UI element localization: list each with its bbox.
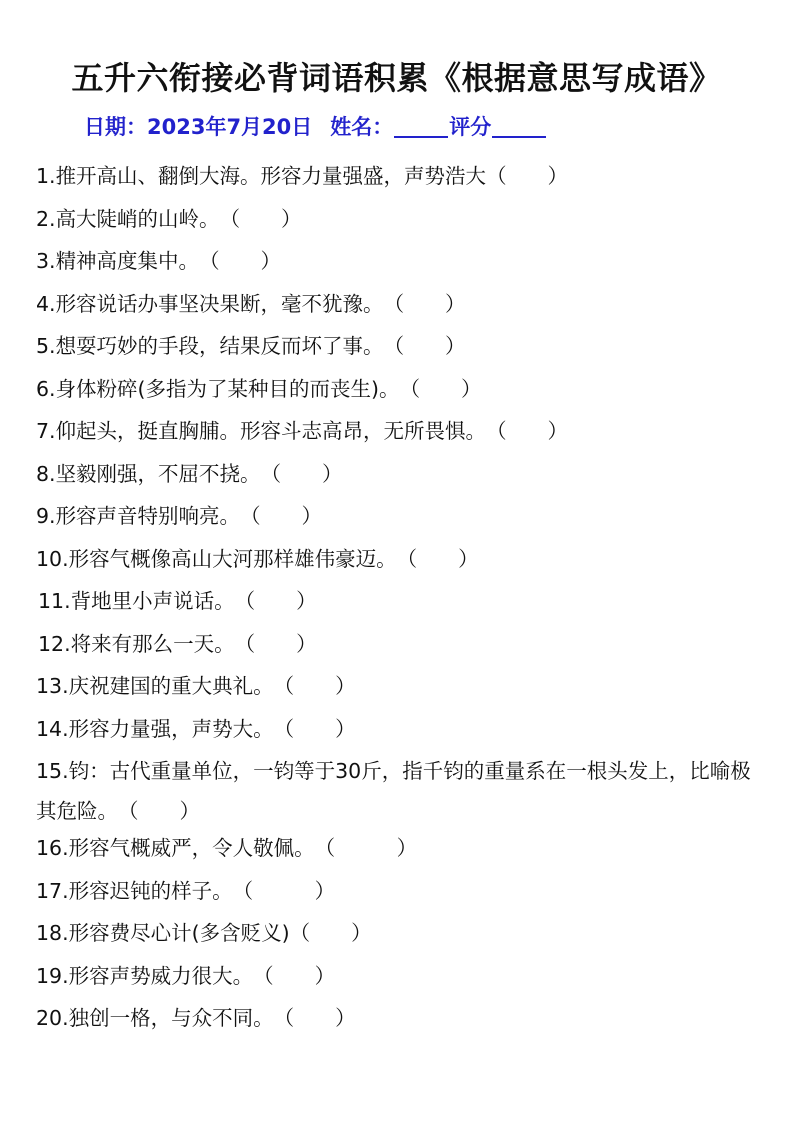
score-blank[interactable]	[492, 136, 546, 138]
question-number: 6.	[36, 376, 56, 401]
question-item	[36, 1004, 766, 1047]
question-text: 形容费尽心计(多含贬义)	[68, 921, 290, 945]
question-number: 17.	[36, 878, 69, 903]
question-item	[36, 545, 766, 588]
question-number: 18.	[36, 921, 69, 945]
answer-blank[interactable]: （ ）	[253, 963, 336, 988]
question-number: 7.	[36, 419, 56, 443]
answer-blank[interactable]: （ ）	[219, 206, 302, 231]
question-text: 仰起头，挺直胸脯。形容斗志高昂，无所畏惧。	[55, 419, 487, 443]
answer-blank[interactable]: （ ）	[240, 504, 323, 528]
question-item	[36, 919, 766, 962]
question-text: 形容声势威力很大。	[68, 963, 254, 988]
question-text: 独创一格，与众不同。	[68, 1006, 274, 1030]
question-item	[36, 672, 766, 715]
question-item	[36, 962, 766, 1005]
answer-blank[interactable]: （ ）	[234, 589, 317, 613]
answer-blank[interactable]: （ ）	[273, 674, 356, 698]
question-number: 11.	[38, 589, 71, 613]
score-label: 评分	[449, 115, 492, 139]
answer-blank[interactable]: （ ）	[399, 376, 482, 401]
question-item	[36, 162, 766, 205]
question-item	[36, 247, 766, 290]
question-text: 形容气概像高山大河那样雄伟豪迈。	[68, 546, 397, 571]
question-item	[36, 375, 766, 418]
question-number: 4.	[36, 291, 56, 316]
answer-blank[interactable]: （ ）	[199, 249, 282, 273]
question-text: 形容气概威严，令人敬佩。	[68, 836, 315, 860]
question-text: 推开高山、翻倒大海。形容力量强盛，声势浩大	[55, 164, 487, 188]
worksheet-meta	[84, 112, 547, 142]
question-item	[36, 460, 766, 503]
question-number: 16.	[36, 836, 69, 860]
answer-blank[interactable]: （ ）	[273, 1006, 356, 1030]
question-number: 15.	[36, 759, 69, 783]
question-text: 形容声音特别响亮。	[55, 504, 241, 528]
answer-blank[interactable]: （ ）	[486, 419, 569, 443]
question-text: 庆祝建国的重大典礼。	[68, 674, 274, 698]
question-number: 9.	[36, 504, 56, 528]
question-text: 形容力量强，声势大。	[68, 716, 274, 741]
answer-blank[interactable]: （ ）	[396, 546, 479, 571]
question-number: 20.	[36, 1006, 69, 1030]
question-item	[36, 751, 766, 831]
question-number: 13.	[36, 674, 69, 698]
question-number: 10.	[36, 546, 69, 571]
question-text: 坚毅刚强，不屈不挠。	[55, 461, 261, 486]
question-text: 形容迟钝的样子。	[68, 878, 233, 903]
answer-blank[interactable]: （ ）	[273, 716, 356, 741]
question-item	[36, 877, 766, 920]
question-text: 形容说话办事坚决果断，毫不犹豫。	[55, 291, 384, 316]
worksheet-title: 五升六衔接必背词语积累《根据意思写成语》	[71, 59, 722, 97]
question-item	[36, 332, 766, 375]
question-text: 想耍巧妙的手段，结果反而坏了事。	[55, 334, 384, 358]
answer-blank[interactable]: （ ）	[289, 921, 372, 945]
question-text: 钧：古代重量单位，一钧等于30斤，指千钧的重量系在一根头发上，比喻极其危险。	[36, 759, 751, 823]
question-number: 1.	[36, 164, 56, 188]
question-text: 高大陡峭的山岭。	[55, 206, 220, 231]
question-number: 8.	[36, 461, 56, 486]
question-text: 精神高度集中。	[55, 249, 200, 273]
answer-blank[interactable]: （ ）	[383, 291, 466, 316]
question-item	[36, 417, 766, 460]
question-item	[36, 834, 766, 877]
question-item	[36, 630, 766, 673]
question-number: 3.	[36, 249, 56, 273]
answer-blank[interactable]: （ ）	[314, 836, 418, 860]
question-text: 背地里小声说话。	[70, 589, 235, 613]
question-number: 19.	[36, 963, 69, 988]
question-list	[36, 162, 766, 1047]
question-text: 身体粉碎(多指为了某种目的而丧生)。	[55, 376, 400, 401]
question-item	[36, 587, 766, 630]
answer-blank[interactable]: （ ）	[486, 164, 569, 188]
answer-blank[interactable]: （ ）	[118, 799, 200, 823]
question-number: 2.	[36, 206, 56, 231]
date-label: 日期：2023年7月20日	[84, 115, 313, 139]
question-number: 14.	[36, 716, 69, 741]
question-number: 12.	[38, 631, 71, 656]
question-item	[36, 290, 766, 333]
answer-blank[interactable]: （ ）	[383, 334, 466, 358]
question-item	[36, 502, 766, 545]
question-item	[36, 205, 766, 248]
question-text: 将来有那么一天。	[70, 631, 235, 656]
answer-blank[interactable]: （ ）	[260, 461, 343, 486]
answer-blank[interactable]: （ ）	[234, 631, 317, 656]
name-blank[interactable]	[394, 136, 448, 138]
question-number: 5.	[36, 334, 56, 358]
name-label: 姓名：	[330, 115, 394, 139]
answer-blank[interactable]: （ ）	[232, 878, 336, 903]
